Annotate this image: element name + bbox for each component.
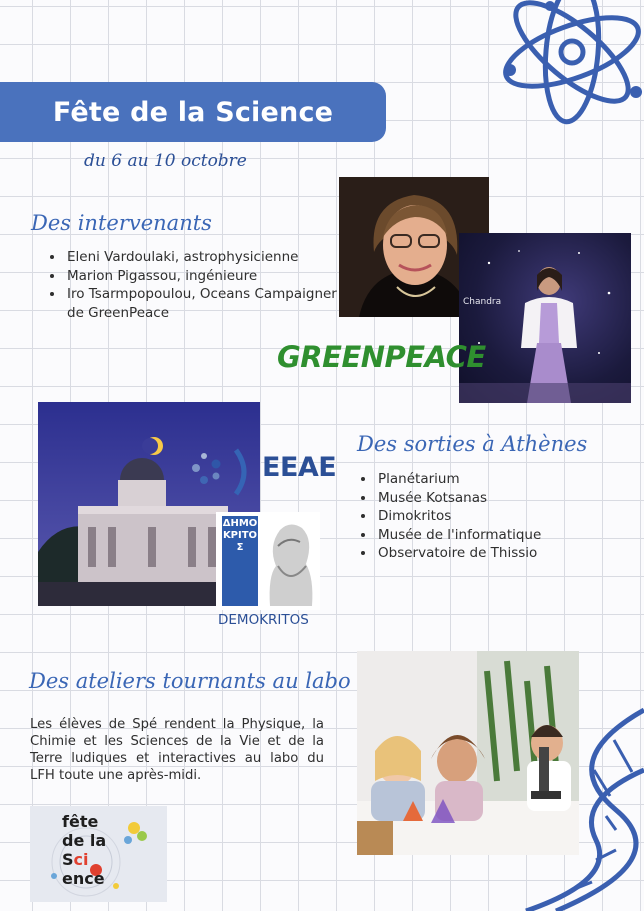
outings-heading: Des sorties à Athènes: [357, 432, 588, 456]
workshops-description: Les élèves de Spé rendent la Physique, la Chimie et les Sciences de la Vie et de la Terre ludiques et interactives au labo du LFH toute une après-midi.: [30, 717, 324, 783]
speaker-item: • Marion Pigassou, ingénieure: [65, 267, 337, 286]
speaker-item: • Eleni Vardoulaki, astrophysicienne: [65, 248, 337, 267]
outing-item: • Musée Kotsanas: [376, 489, 628, 508]
demokritos-logo: [216, 512, 320, 610]
fete-logo-line4: ence: [62, 869, 105, 888]
speaker-stage-photo: [459, 233, 631, 403]
fete-logo-line1: fête: [62, 812, 99, 831]
outing-item: • Observatoire de Thissio: [376, 544, 628, 563]
fete-logo-ci: ci: [73, 850, 89, 869]
eeae-logo-text: EEAE: [262, 452, 337, 483]
title-banner: [0, 82, 386, 142]
outing-item: • Dimokritos: [376, 507, 628, 526]
page-title: Fête de la Science: [52, 96, 334, 128]
dna-icon: [516, 700, 644, 911]
greenpeace-logo: GREENPEACE: [277, 340, 486, 374]
outing-item: • Planétarium: [376, 470, 628, 489]
fete-logo-line2: de la: [62, 831, 107, 850]
workshops-heading: Des ateliers tournants au labo: [29, 669, 351, 693]
atom-icon: [488, 0, 644, 140]
outings-list: [358, 470, 628, 563]
fete-logo-s: S: [62, 850, 74, 869]
eeae-logo-icon: [190, 444, 262, 500]
event-dates: du 6 au 10 octobre: [84, 151, 247, 171]
speakers-list: [47, 248, 337, 322]
demokritos-greek-text: ΔΗΜΟΚΡΙΤΟΣ: [222, 516, 258, 606]
bust-icon: [260, 516, 318, 606]
demokritos-label: DEMOKRITOS: [218, 612, 309, 628]
outing-item: • Musée de l'informatique: [376, 526, 628, 545]
stage-caption: Chandra: [463, 297, 502, 307]
fete-de-la-science-logo: [30, 806, 167, 902]
speakers-heading: Des intervenants: [31, 211, 212, 235]
speaker-item: • Iro Tsarmpopoulou, Oceans Campaigner de GreenPeace: [65, 285, 337, 322]
